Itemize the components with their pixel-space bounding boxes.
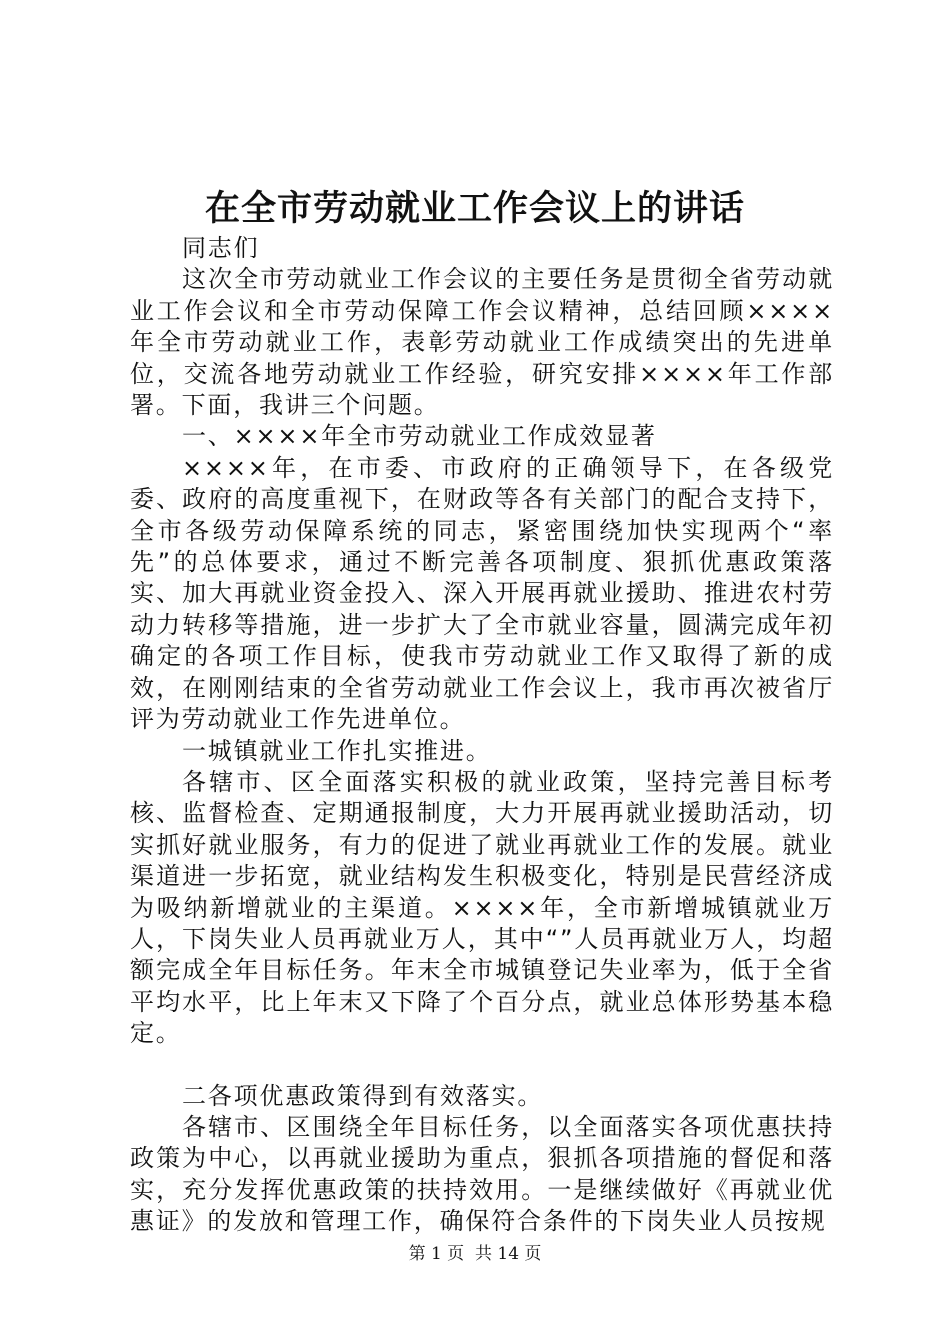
subsection-heading-2: 二各项优惠政策得到有效落实。 bbox=[182, 1081, 544, 1110]
subsection-1-paragraph: 各辖市、区全面落实积极的就业政策，坚持完善目标考核、监督检查、定期通报制度，大力开展再就业援助活动，切实抓好就业服务，有力的促进了就业再就业工作的发展。就业渠道进一步拓宽，就业结构发生积极变化，特别是民营经济成为吸纳新增就业的主渠道。××××年，全市新增城镇就业万人，下岗失业人员再就业万人，其中“”人员再就业万人，均超额完成全年目标任务。年末全市城镇登记失业率为，低于全省平均水平，比上年末又下降了个百分点，就业总体形势基本稳定。 bbox=[130, 767, 834, 1048]
section-1-paragraph: ××××年，在市委、市政府的正确领导下，在各级党委、政府的高度重视下，在财政等各有关部门的配合支持下，全市各级劳动保障系统的同志，紧密围绕加快实现两个“率先”的总体要求，通过不断完善各项制度、狠抓优惠政策落实、加大再就业资金投入、深入开展再就业援助、推进农村劳动力转移等措施，进一步扩大了全市就业容量，圆满完成年初确定的各项工作目标，使我市劳动就业工作又取得了新的成效，在刚刚结束的全省劳动就业工作会议上，我市再次被省厅评为劳动就业工作先进单位。 bbox=[130, 453, 834, 734]
intro-paragraph: 这次全市劳动就业工作会议的主要任务是贯彻全省劳动就业工作会议和全市劳动保障工作会议精神，总结回顾××××年全市劳动就业工作，表彰劳动就业工作成绩突出的先进单位，交流各地劳动就业工作经验，研究安排××××年工作部署。下面，我讲三个问题。 bbox=[130, 265, 834, 420]
section-heading-1: 一、××××年全市劳动就业工作成效显著 bbox=[182, 422, 657, 451]
document-title: 在全市劳动就业工作会议上的讲话 bbox=[204, 188, 745, 229]
page-number-footer: 第 1 页 共 14 页 bbox=[408, 1244, 542, 1264]
document-body bbox=[130, 233, 834, 1238]
subsection-heading-1: 一城镇就业工作扎实推进。 bbox=[182, 736, 492, 765]
subsection-2-paragraph: 各辖市、区围绕全年目标任务，以全面落实各项优惠扶持政策为中心，以再就业援助为重点，狠抓各项措施的督促和落实，充分发挥优惠政策的扶持效用。一是继续做好《再就业优惠证》的发放和管理工作，确保符合条件的下岗失业人员按规 bbox=[130, 1112, 834, 1236]
salutation-paragraph: 同志们 bbox=[182, 234, 260, 262]
